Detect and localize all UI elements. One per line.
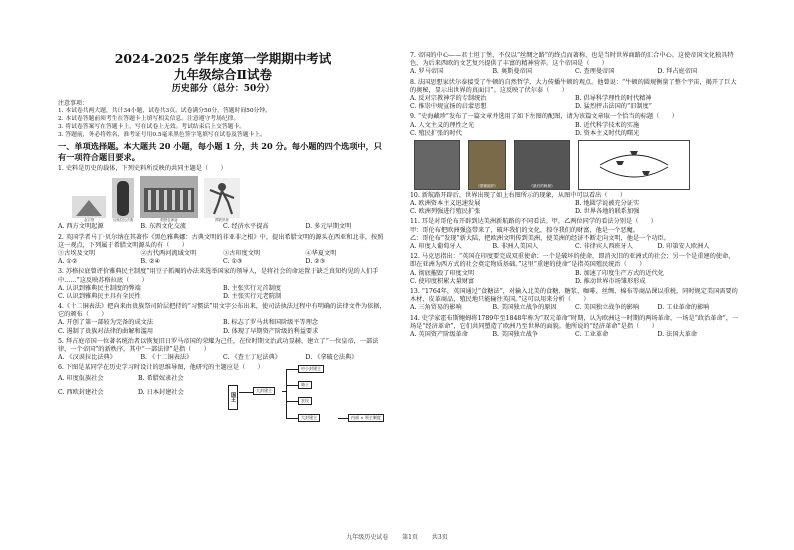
option-d: D. 多元早期文明	[305, 223, 352, 231]
question-stem: 8. 法国思想家伏尔泰接受了牛顿的自然哲学，大力传播牛顿的观点。他曾说：“牛顿的圆规衡量了整个宇宙，揭开了巨大的奥秘，显示出世界的真面目”。这反映了伏尔泰（ ）	[410, 78, 737, 94]
option-c: C. 《查士丁尼法典》	[223, 354, 281, 362]
options	[410, 243, 740, 251]
options	[58, 319, 388, 335]
option-a: A. 西方文明起源	[58, 223, 104, 231]
option-d: D. 猛烈抨击法国的“旧制度”	[575, 103, 652, 111]
option-b: B. 加速了印度生产方式的近代化	[575, 269, 664, 277]
left-column	[58, 0, 388, 425]
mind-map-diagram	[228, 359, 388, 425]
exam-subtitle: 九年级综合Ⅱ试卷	[173, 67, 273, 83]
q9-pictures	[414, 140, 740, 190]
option-a: A. 认识到雅典民主制度的弊端	[58, 284, 141, 292]
note-item: 2. 本试卷答题前须考生在答题卡上填写相关信息。注意遵守考场纪律。	[58, 115, 240, 122]
option-d: D. 印第安人欧洲人	[657, 243, 710, 250]
option-a: A. 欧洲资本主义迅速发展	[410, 200, 481, 208]
option-c: C. 殖民扩张的时代	[410, 129, 462, 137]
option-b: B. 奥斯曼帝国	[492, 68, 532, 76]
question-3	[58, 268, 388, 301]
option-a: A. 彻底摧毁了印度文明	[410, 269, 475, 277]
parthenon-image	[140, 176, 198, 222]
question-10	[410, 192, 740, 217]
option-c: C. 欧洲列强进行殖民扩张	[410, 208, 481, 216]
quote-line: 乙：哥伦布“发现”新大陆，把欧洲文明传到美洲，使美洲的经济不断走向文明，他是一个功臣。	[410, 234, 671, 242]
option-b: B. 东西文化交流	[140, 223, 187, 231]
pyramid-image	[72, 196, 106, 222]
option-c: C. 工业革命	[575, 330, 609, 338]
question-stem: 7. 帝国的中心——君士坦丁堡，不仅以“丝绸之路”的终点而著称，也是当时世界商路的汇合中心。这使帝国文化独具特色，为后来西欧的文艺复兴提供了丰富的精神营养。这个帝国是（ ）	[410, 52, 734, 68]
flow-node-knight: 骑士	[298, 381, 312, 390]
option-a: A. 反对宗教神学的专制统治	[410, 94, 487, 102]
option-c: C. ①③	[223, 258, 243, 266]
question-12	[410, 253, 740, 286]
question-stem: 9. “史海藏珍”发布了一篇文章并选用了如下左图的配图，请为该篇文章取一个恰当的标题（ ）	[410, 113, 678, 121]
option-b: B. ②④	[140, 258, 161, 266]
option-b: B. 非洲人美国人	[492, 243, 539, 250]
options	[58, 285, 388, 301]
option-b: B. 美国独立战争	[492, 330, 539, 338]
trade-map-image	[578, 140, 690, 190]
options	[410, 200, 740, 216]
option-d: D. 工业革命的影响	[657, 304, 710, 312]
flow-node-king: 国王	[228, 385, 238, 411]
question-stem: 3. 苏格拉底曾评价雅典民主制度“用豆子抓阄的办法来选举国家的领导人，是将社会的命运置于缺乏真知灼见的人们手中……”这反映苏格拉底（ ）	[58, 268, 379, 284]
option-a: A. 三角贸易的影响	[410, 304, 462, 312]
quote-line: 甲：哥伦布把欧洲强盗带来了，破坏我们的文化，掠夺我们的财富，他是一个恶魔。	[410, 226, 639, 234]
option-a: A. ①②	[58, 258, 78, 266]
question-stem: 10. 新航路开辟后，世界出现了如上右图所示的现象，从图中可以看出（ ）	[410, 191, 626, 199]
option-c: C. 使印度积累大量财富	[410, 277, 475, 285]
question-6	[58, 364, 388, 424]
sub-item: ④华夏文明	[305, 249, 337, 257]
part1-heading: 一、单项选择题。本大题共 20 小题，每小题 1 分，共 20 分。每小题的四个选项中，只有一项符合题目要求。	[58, 141, 382, 163]
flow-connector	[286, 385, 298, 386]
option-c: C. 遏制了贵族对法律的曲解和滥用	[58, 327, 154, 335]
options	[58, 223, 388, 231]
question-8	[410, 79, 740, 112]
question-stem: 2. 英国学者马丁·贝尔纳在其著作《黑色雅典娜：古典文明的非亚非之根》中，提出希腊文明的源头在西亚和北非，按照这一观点，下列属于希腊文明源头的有（ ）	[58, 233, 384, 249]
option-c: C. 非律宾人西班牙人	[575, 243, 633, 250]
question-7	[410, 52, 740, 77]
option-d: D. ②③	[305, 258, 326, 266]
option-c: C. 西欧封建社会	[58, 388, 104, 396]
option-d: D. 资本主义时代的曙光	[575, 129, 640, 137]
option-a: A. 英国资产阶级革命	[410, 330, 468, 338]
option-c: C. 推崇中规宣扬的启蒙思想	[410, 103, 487, 111]
options	[410, 270, 740, 286]
flow-connector	[286, 369, 298, 370]
footer-exam-name: 九年级历史试卷	[346, 534, 389, 541]
artifact-images	[72, 176, 388, 222]
last-supper-image: 《最后的晚餐》	[514, 140, 570, 190]
options	[410, 122, 740, 138]
exam-section: 历史部分（总分：50分）	[171, 84, 275, 95]
flow-connector	[286, 369, 287, 419]
flow-connector	[286, 418, 298, 419]
question-stem: 5. 拜占庭帝国一位著名统治者以恢复旧日罗马帝国的荣耀为己任，在位时期文治武功显赫，建立了“一位皇帝，一部法律，一个帝国”的新秩序，其中“一部法律”是指（ ）	[58, 337, 379, 354]
flow-node-lord: 大封建主	[253, 387, 275, 396]
ship-route-icon	[594, 143, 674, 187]
option-b: B. 《十二铜表法》	[140, 354, 193, 362]
sub-item: ①古埃及文明	[58, 249, 96, 257]
option-d: D. 主张实行元老院制	[223, 292, 282, 300]
discobolus-image	[204, 178, 240, 222]
option-a: A. 印度佤族社会	[58, 374, 104, 382]
option-d: D. 《拿破仑法典》	[305, 354, 358, 362]
new-world-label: 新世界	[588, 157, 594, 173]
flow-connector	[286, 401, 298, 402]
sub-item: ②古代两河流域文明	[140, 249, 197, 257]
flow-node-peasant: 农民	[298, 397, 312, 406]
flow-connector	[239, 392, 253, 393]
options	[58, 375, 218, 397]
option-b: B. 近代科学技术的实施	[575, 121, 640, 129]
question-stem: 4.《十二铜表法》把向来由贵族祭司阶层把持的“习惯法”用文字公布出来，使司法执法过程中有明确的法律文件为依据，它的颁布（ ）	[58, 303, 386, 319]
option-d: D. 拜占庭帝国	[657, 68, 698, 76]
flow-connector	[338, 418, 348, 419]
option-c: C. 查理曼帝国	[575, 68, 615, 76]
question-11	[410, 218, 740, 251]
question-14	[410, 315, 740, 340]
question-stem: 13. “1764年，英国通过“食糖法”，对输入北美的食糖、糖浆、咖啡、丝绸、棉布等商品课以重税，同时规定美国需要的木材、皮革商品，殖民地只能输往英国。”这可以用来分析（ ）	[410, 287, 738, 304]
question-stem: 1. 史料是历史的载体，下列史料所反映的共同主题是（ ）	[58, 164, 227, 172]
code-stele-image	[112, 178, 134, 222]
temple-icon	[140, 176, 198, 218]
footer-total-pages: 共3页	[431, 534, 448, 541]
stele-icon	[112, 178, 134, 218]
option-a: A. 人文主义的理性之光	[410, 121, 475, 129]
option-b: B. 标志了罗马共和国阶级平等理念	[223, 319, 319, 327]
option-b: B. 主张实行元首制度	[223, 284, 281, 292]
option-a: A. 罗马帝国	[410, 68, 444, 76]
option-b: B. 倡导科学理性的时代精神	[575, 94, 652, 102]
statue-icon	[204, 178, 240, 218]
note-item: 3. 答题前，务必将姓名、准考证号用0.5毫米黑色签字笔填写在试卷及答题卡上。	[58, 131, 266, 138]
question-stem: 14. 史学家霍布斯鲍姆将1789年至1848年称为“双元革命”时期，认为欧洲这一时期的两场革命，一场是“政治革命”，一场是“经济革命”，它们共同塑造了欧洲乃至世界的面貌。他所说的“经济革命”是指（ ）	[410, 314, 739, 330]
question-4	[58, 303, 388, 336]
option-a: A. 开创了第一部较为完备的成文法	[58, 319, 154, 327]
right-column	[410, 50, 740, 339]
mona-lisa-image: 《蒙娜丽莎》	[468, 140, 506, 190]
question-1	[58, 165, 388, 232]
exam-title: 2024-2025 学年度第一学期期中考试	[114, 51, 332, 66]
notes-title: 注意事项：	[58, 100, 89, 108]
question-stem: 12. 马克思指出：“英国在印度要完成双重使命：一个是破坏的使命，即消灭旧的亚洲式的社会；另一个是重建的使命，即在亚洲为西方式的社会奠定物质基础。”这里“重建的使命”是指英国殖民统治（ ）	[410, 253, 735, 269]
options	[410, 95, 740, 111]
pyramid-icon	[72, 196, 106, 218]
note-item: 3. 将试卷答案写在答题卡上，写在试卷上无效。考试结束后上交答题卡。	[58, 123, 246, 130]
option-d: D. 世界各地的联系加强	[575, 208, 640, 216]
flow-node-lord-2: 大封建主	[298, 414, 320, 423]
flow-connector	[282, 391, 286, 392]
option-d: D. 日本封建社会	[138, 388, 184, 396]
question-stem: 11. 耳是对哥伦布开辟到达美洲新航路的不同看法。甲，乙两位同学的看法分别是（ ）	[410, 218, 657, 226]
artifact-caption: 掷铁饼者	[215, 217, 229, 222]
printing-image	[414, 140, 460, 190]
old-world-label: 旧世界	[674, 157, 681, 173]
option-b: B. 希腊奴隶社会	[138, 374, 184, 382]
option-b: B. 地圆学说被充分证实	[575, 200, 640, 208]
options	[410, 68, 740, 76]
footer-page-number: 第1页	[402, 534, 418, 541]
page-footer	[0, 532, 794, 541]
option-c: C. 经济水平提高	[223, 223, 269, 231]
sub-item: ③古印度文明	[223, 249, 261, 257]
question-2	[58, 234, 388, 267]
question-9	[410, 113, 740, 190]
option-d: D. 体现了早期资产阶级的利益要求	[223, 327, 319, 335]
flow-node-manor: 内部 × 领主制度	[348, 414, 384, 423]
question-stem: 6. 下图是某同学在历史学习时设计的思维导图，他研究的主题应是（ ）	[58, 364, 264, 372]
artifact-caption: 帕特农神庙	[160, 217, 178, 222]
flow-node-vassal: 中小封建主	[298, 365, 324, 374]
note-item: 1. 本试卷共两大题，共计34小题，试卷共3页。试卷满分50分，答题时间50分钟。	[58, 108, 271, 115]
option-d: D. 推动世界市场雏形形成	[575, 277, 646, 285]
options	[410, 331, 740, 339]
option-c: C. 认识到雅典民主具有全民性	[58, 292, 141, 300]
option-a: A. 《汉谟拉比法典》	[58, 354, 116, 362]
option-a: A. 印度人葡萄牙人	[410, 243, 462, 250]
options	[58, 258, 388, 266]
artifact-caption: 金字塔	[83, 217, 95, 222]
options	[410, 304, 740, 312]
option-c: C. 美国独立战争的影响	[575, 304, 640, 312]
option-b: B. 美国独立战争的原因	[492, 304, 557, 312]
artifact-caption: 汉谟拉比法典	[112, 217, 134, 222]
option-d: D. 法国大革命	[657, 330, 698, 338]
sub-items	[58, 250, 388, 258]
question-13	[410, 288, 740, 313]
